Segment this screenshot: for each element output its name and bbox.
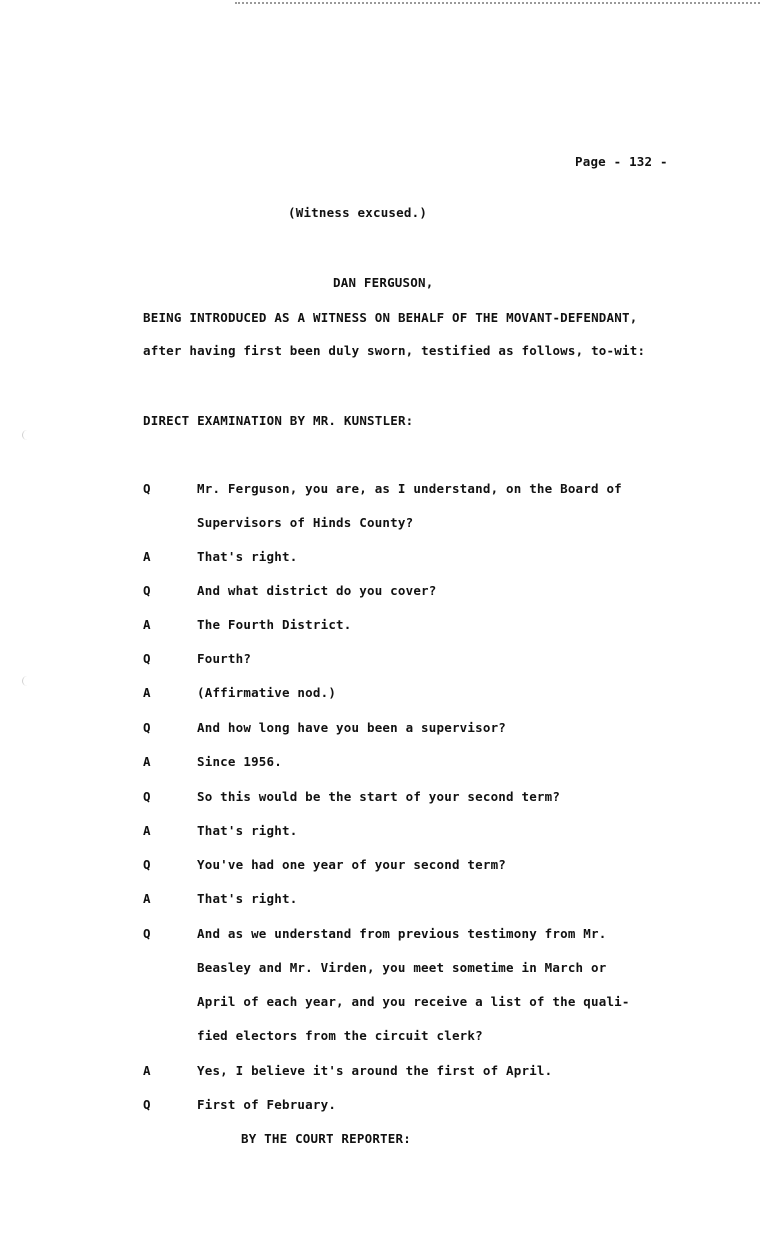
qa-text-line: And what district do you cover? bbox=[197, 583, 437, 598]
qa-text-line: fied electors from the circuit clerk? bbox=[197, 1028, 483, 1043]
qa-text-line: First of February. bbox=[197, 1097, 337, 1112]
qa-label: A bbox=[143, 1063, 151, 1078]
qa-text-line: That's right. bbox=[197, 891, 298, 906]
qa-label: Q bbox=[143, 481, 151, 496]
court-reporter-heading: BY THE COURT REPORTER: bbox=[241, 1131, 411, 1146]
margin-mark bbox=[22, 430, 37, 440]
page-number: Page - 132 - bbox=[575, 154, 668, 169]
qa-text-line: Supervisors of Hinds County? bbox=[197, 515, 414, 530]
qa-text-line: That's right. bbox=[197, 823, 298, 838]
witness-intro-line: BEING INTRODUCED AS A WITNESS ON BEHALF OF THE MOVANT-DEFENDANT, bbox=[143, 310, 638, 325]
qa-text-line: (Affirmative nod.) bbox=[197, 685, 337, 700]
qa-label: A bbox=[143, 685, 151, 700]
qa-text-line: Mr. Ferguson, you are, as I understand, on the Board of bbox=[197, 481, 622, 496]
witness-intro-line: after having first been duly sworn, testified as follows, to-wit: bbox=[143, 343, 646, 358]
qa-label: Q bbox=[143, 651, 151, 666]
qa-label: Q bbox=[143, 926, 151, 941]
qa-label: Q bbox=[143, 720, 151, 735]
witness-excused-note: (Witness excused.) bbox=[288, 205, 428, 220]
qa-text-line: April of each year, and you receive a list of the quali- bbox=[197, 994, 630, 1009]
qa-label: Q bbox=[143, 789, 151, 804]
qa-text-line: The Fourth District. bbox=[197, 617, 352, 632]
qa-text-line: That's right. bbox=[197, 549, 298, 564]
qa-label: Q bbox=[143, 1097, 151, 1112]
qa-text-line: You've had one year of your second term? bbox=[197, 857, 507, 872]
qa-text-line: Since 1956. bbox=[197, 754, 282, 769]
examination-heading: DIRECT EXAMINATION BY MR. KUNSTLER: bbox=[143, 413, 414, 428]
qa-text-line: Beasley and Mr. Virden, you meet sometime in March or bbox=[197, 960, 607, 975]
qa-label: A bbox=[143, 823, 151, 838]
qa-label: A bbox=[143, 617, 151, 632]
qa-label: A bbox=[143, 754, 151, 769]
qa-text-line: And how long have you been a supervisor? bbox=[197, 720, 507, 735]
qa-text-line: So this would be the start of your second term? bbox=[197, 789, 561, 804]
qa-label: Q bbox=[143, 583, 151, 598]
qa-text-line: Yes, I believe it's around the first of April. bbox=[197, 1063, 553, 1078]
qa-text-line: Fourth? bbox=[197, 651, 252, 666]
witness-name: DAN FERGUSON, bbox=[333, 275, 434, 290]
qa-label: A bbox=[143, 891, 151, 906]
qa-label: A bbox=[143, 549, 151, 564]
margin-mark bbox=[22, 676, 37, 686]
qa-text-line: And as we understand from previous testimony from Mr. bbox=[197, 926, 607, 941]
top-dotted-rule bbox=[235, 2, 760, 4]
qa-label: Q bbox=[143, 857, 151, 872]
